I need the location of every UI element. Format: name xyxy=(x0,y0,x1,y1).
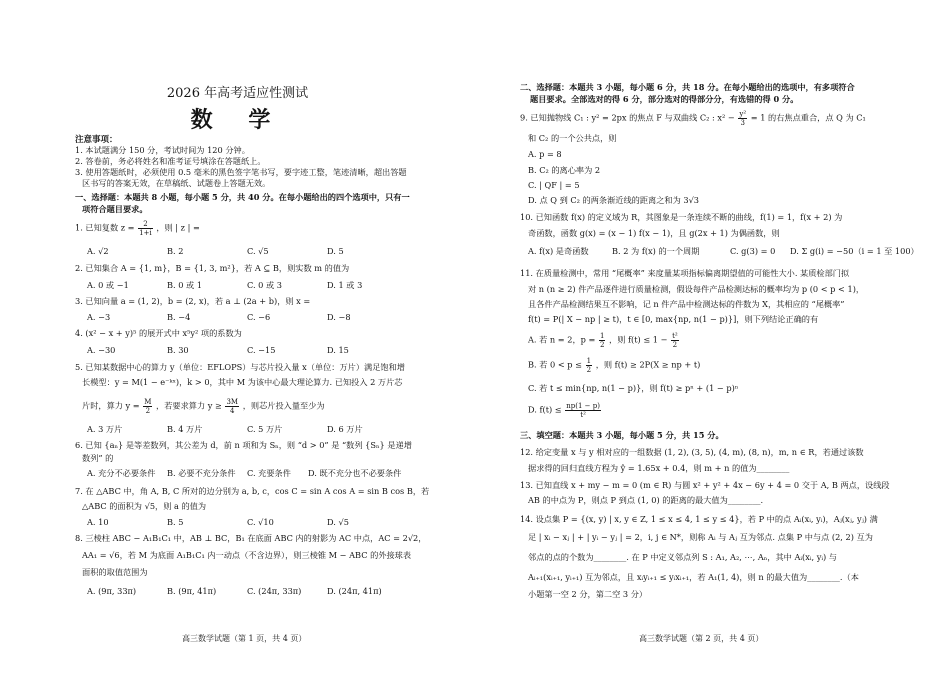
option-d: D. √5 xyxy=(327,517,349,527)
option-d: D. f(t) ≤ $\frac{np(1 - p)}{\text{t²}}$ xyxy=(528,402,600,419)
option-d: D. 5 xyxy=(327,246,344,256)
fraction: $\frac{\text{t²}}{2}$ xyxy=(672,332,678,349)
question-14-line4: Aᵢ₊₁(xᵢ₊₁, yᵢ₊₁) 互为邻点，且 xᵢyᵢ₊₁ ≤ yᵢxᵢ₊₁，若 A₁(1, 4)，则 n 的最大值为________.（本 xyxy=(528,572,859,582)
question-1: 1. 已知复数 z = $\frac{2}{1+i}$ ，则 | z | = xyxy=(75,220,200,237)
option-a: A. −30 xyxy=(87,345,116,355)
option-b: B. 2 为 f(x) 的一个周期 xyxy=(612,246,700,256)
question-12: 12. 给定变量 x 与 y 相对应的一组数据 (1, 2), (3, 5), (4, m), (8, n)，m, n ∈ R，若通过该数 xyxy=(520,447,864,457)
option-a: A. (9π, 33π) xyxy=(87,586,137,596)
option-b: B. 必要不充分条件 xyxy=(167,468,236,478)
option-d: D. 6 万片 xyxy=(327,424,363,434)
question-14: 14. 设点集 P = {(x, y) | x, y ∈ Z, 1 ≤ x ≤ 4, 1 ≤ y ≤ 4}，若 P 中的点 Aᵢ(xᵢ, yᵢ)，Aⱼ(xⱼ, yⱼ) 满 xyxy=(520,514,878,524)
question-8: 8. 三棱柱 ABC − A₁B₁C₁ 中，AB ⊥ BC，B₁ 在底面 ABC 内的射影为 AC 中点，AC = 2√2， xyxy=(75,533,427,543)
question-7: 7. 在 △ABC 中，角 A, B, C 所对的边分别为 a, b, c，cos C = sin A cos A = sin B cos B，若 xyxy=(75,486,430,496)
question-8-line3: 面积的取值范围为 xyxy=(82,567,148,577)
option-a: A. 10 xyxy=(87,517,109,527)
section1-heading-cont: 项符合题目要求。 xyxy=(82,204,148,214)
option-c: C. g(3) = 0 xyxy=(730,246,776,256)
fraction: $\frac{3M}{4}$ xyxy=(226,398,239,415)
fraction: $\frac{1}{2}$ xyxy=(599,332,605,349)
note-2: 2. 答卷前，务必将姓名和准考证号填涂在答题纸上。 xyxy=(75,156,266,166)
question-4: 4. (x² − x + y)⁵ 的展开式中 x⁵y² 项的系数为 xyxy=(75,328,242,338)
option-c: C. 5 万片 xyxy=(247,424,283,434)
option-c: C. −15 xyxy=(247,345,276,355)
question-14-line2: 足 | xᵢ − xⱼ | + | yᵢ − yⱼ | = 2，i, j ∈ N*，则称 Aᵢ 与 Aⱼ 互为邻点. 点集 P 中与点 (2, 2) 互为 xyxy=(528,532,873,542)
option-a: A. −3 xyxy=(87,312,111,322)
option-c: C. 若 t ≤ min{np, n(1 − p)}，则 f(t) ≥ pⁿ + (1 − p)ⁿ xyxy=(528,383,739,393)
note-3-cont: 区书写的答案无效，在草稿纸、试题卷上答题无效。 xyxy=(82,178,271,188)
question-9-line2: 和 C₂ 的一个公共点，则 xyxy=(528,133,617,143)
option-c: C. 0 或 3 xyxy=(247,280,282,290)
page-footer: 高三数学试题（第 2 页，共 4 页） xyxy=(639,634,764,643)
question-13-line2: AB 的中点为 P，则点 P 到点 (1, 0) 的距离的最大值为________. xyxy=(528,495,764,505)
question-11-line3: 且各件产品检测结果互不影响，记 n 件产品中检测达标的件数为 X，其相应的 “尾概率” xyxy=(528,299,845,309)
question-13: 13. 已知直线 x + my − m = 0 (m ∈ R) 与圆 x² + y² + 4x − 6y + 4 = 0 交于 A, B 两点，设线段 xyxy=(520,480,890,490)
question-5-line2: 长模型：y = M(1 − e⁻ᵏˣ)，k > 0，其中 M 为该中心最大理论算力. 已知投入 2 万片芯 xyxy=(82,377,403,387)
section2-heading-cont: 题目要求。全部选对的得 6 分，部分选对的得部分分，有选错的得 0 分。 xyxy=(530,94,799,104)
question-9: 9. 已知抛物线 C₁ : y² = 2px 的焦点 F 与双曲线 C₂ : x² − $\frac{\text{y²}}{3}$ = 1 的右焦点重合，点 Q 为 C₁ xyxy=(520,110,866,127)
option-d: D. Σ g(i) = −50（i = 1 至 100） xyxy=(790,246,919,256)
option-b: B. 2 xyxy=(167,246,184,256)
question-14-line3: 邻点的点的个数为________. 在 P 中定义邻点列 S : A₁, A₂, ⋯, Aₙ，其中 Aᵢ(xᵢ, yᵢ) 与 xyxy=(528,552,837,562)
option-a: A. f(x) 是奇函数 xyxy=(528,246,589,256)
option-a: A. √2 xyxy=(87,246,109,256)
fraction: $\frac{\text{y²}}{3}$ xyxy=(739,110,747,127)
option-b: B. (9π, 41π) xyxy=(167,586,217,596)
note-3: 3. 使用答题纸时，必须使用 0.5 毫米的黑色签字笔书写，要字迹工整，笔迹清晰，超出答题 xyxy=(75,167,407,177)
option-b: B. 4 万片 xyxy=(167,424,203,434)
fraction: $\frac{2}{1+i}$ xyxy=(139,220,152,237)
option-c: C. (24π, 33π) xyxy=(247,586,302,596)
option-c: C. | QF | = 5 xyxy=(528,180,580,190)
option-c: C. −6 xyxy=(247,312,271,322)
section3-heading: 三、填空题：本题共 3 小题，每小题 5 分，共 15 分。 xyxy=(520,430,724,440)
option-d: D. −8 xyxy=(327,312,351,322)
question-11: 11. 在质量检测中，常用 “尾概率” 来度量某项指标偏离期望值的可能性大小. 某质检部门拟 xyxy=(520,268,850,278)
question-11-line4: f(t) = P(| X − np | ≥ t)，t ∈ [0, max{np, n(1 − p)}]，则下列结论正确的有 xyxy=(528,314,819,324)
question-11-line2: 对 n (n ≥ 2) 件产品逐件进行质量检测，假设每件产品检测达标的概率均为 p (0 < p < 1)， xyxy=(528,284,865,294)
option-c: C. √5 xyxy=(247,246,269,256)
option-c: C. √10 xyxy=(247,517,274,527)
question-14-line5: 小题第一空 2 分，第二空 3 分） xyxy=(528,589,648,599)
section1-heading: 一、选择题：本题共 8 小题，每小题 5 分，共 40 分。在每小题给出的四个选项中，只有一 xyxy=(75,192,410,202)
option-d: D. 点 Q 到 C₂ 的两条渐近线的距离之和为 3√3 xyxy=(528,195,700,205)
option-a: A. 若 n = 2，p = $\frac{1}{2}$ ，则 f(t) ≤ 1 − $\frac{\text{t²}}{2}$ xyxy=(528,332,678,349)
fraction: $\frac{np(1 - p)}{\text{t²}}$ xyxy=(566,402,600,419)
option-b: B. −4 xyxy=(167,312,191,322)
question-10-line2: 奇函数，函数 g(x) = (x − 1) f(x − 1)，且 g(2x + 1) 为偶函数，则 xyxy=(528,228,780,238)
question-3: 3. 已知向量 a = (1, 2)，b = (2, x)，若 a ⊥ (2a + b)，则 x = xyxy=(75,296,311,306)
option-c: C. 充要条件 xyxy=(247,468,291,478)
option-b: B. 5 xyxy=(167,517,184,527)
option-a: A. 3 万片 xyxy=(87,424,123,434)
section2-heading: 二、选择题：本题共 3 小题，每小题 6 分，共 18 分。在每小题给出的选项中，有多项符合 xyxy=(520,82,855,92)
question-5-line3: 片时，算力 y = $\frac{M}{2}$ ，若要求算力 y ≥ $\frac{3M}{4}$ ，则芯片投入量至少为 xyxy=(82,398,325,415)
question-2: 2. 已知集合 A = {1, m}，B = {1, 3, m²}，若 A ⊆ B，则实数 m 的值为 xyxy=(75,263,350,273)
option-a: A. 0 或 −1 xyxy=(87,280,129,290)
notes-heading: 注意事项： xyxy=(75,135,118,145)
option-d: D. (24π, 41π) xyxy=(327,586,382,596)
option-b: B. C₂ 的离心率为 2 xyxy=(528,165,601,175)
fraction: $\frac{M}{2}$ xyxy=(144,398,152,415)
question-12-line2: 据求得的回归直线方程为 ŷ = 1.65x + 0.4，则 m + n 的值为________ xyxy=(528,463,790,473)
option-a: A. p = 8 xyxy=(528,149,562,159)
note-1: 1. 本试题满分 150 分，考试时间为 120 分钟。 xyxy=(75,145,250,155)
question-6-line2: 数列” 的 xyxy=(82,453,114,463)
subject-title: 数 学 xyxy=(190,107,285,133)
right-exam-page xyxy=(475,0,950,673)
question-7-line2: △ABC 的面积为 √5，则 a 的值为 xyxy=(82,501,207,511)
option-b: B. 0 或 1 xyxy=(167,280,203,290)
option-b: B. 若 0 < p ≤ $\frac{1}{2}$ ，则 f(t) ≥ 2P(X ≥ np + t) xyxy=(528,357,701,374)
question-10: 10. 已知函数 f(x) 的定义域为 R，其图象是一条连续不断的曲线，f(1) = 1，f(x + 2) 为 xyxy=(520,212,843,222)
option-a: A. 充分不必要条件 xyxy=(87,468,156,478)
option-d: D. 1 或 3 xyxy=(327,280,363,290)
question-8-line2: AA₁ = √6，若 M 为底面 A₁B₁C₁ 内一动点（不含边界），则三棱锥 M − ABC 的外接球表 xyxy=(82,550,412,560)
option-d: D. 15 xyxy=(327,345,349,355)
question-6: 6. 已知 {aₙ} 是等差数列，其公差为 d，前 n 项和为 Sₙ，则 “d > 0” 是 “数列 {Sₙ} 是递增 xyxy=(75,440,412,450)
exam-title: 2026 年高考适应性测试 xyxy=(166,86,309,101)
option-b: B. 30 xyxy=(167,345,189,355)
fraction: $\frac{1}{2}$ xyxy=(586,357,592,374)
question-5: 5. 已知某数据中心的算力 y（单位：EFLOPS）与芯片投入量 x（单位：万片）满足饱和增 xyxy=(75,362,405,372)
option-d: D. 既不充分也不必要条件 xyxy=(308,468,402,478)
page-footer: 高三数学试题（第 1 页，共 4 页） xyxy=(182,634,307,643)
